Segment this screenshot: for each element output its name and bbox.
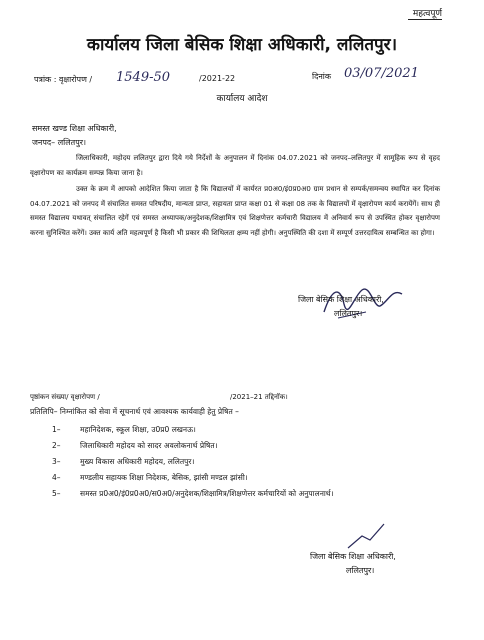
copy-list-item: 2– जिलाधिकारी महोदय को सादर अवलोकनार्थ प्रेषित। — [52, 441, 218, 450]
signature-2-block — [310, 550, 396, 578]
urgent-label: महत्वपूर्ण — [412, 9, 442, 19]
copy-list-item: 4– मण्डलीय सहायक शिक्षा निदेशक, बेसिक, झांसी मण्डल झांसी। — [52, 473, 248, 482]
date-handwritten: 03/07/2021 — [344, 66, 419, 81]
urgent-underline — [408, 19, 442, 20]
signature-1-designation: जिला बेसिक शिक्षा अधिकारी, — [298, 295, 384, 304]
addressee-line-2: जनपद– ललितपुर। — [32, 138, 87, 147]
copy-intro: प्रतिलिपि– निम्नांकित को सेवा में सूचनार्थ एवं आवश्यक कार्यवाही हेतु प्रेषित – — [30, 407, 239, 416]
date-label: दिनांक — [312, 72, 331, 81]
ref-number-handwritten: 1549-50 — [116, 70, 171, 85]
ref-label: पत्रांक : वृक्षारोपण / — [34, 75, 93, 84]
office-title: कार्यालय जिला बेसिक शिक्षा अधिकारी, ललितपुर। — [86, 35, 398, 55]
signature-scribble-2 — [344, 518, 394, 554]
copy-list-item: 3– मुख्य विकास अधिकारी महोदय, ललितपुर। — [52, 457, 195, 466]
copy-list-item: 1– महानिदेशक, स्कूल शिक्षा, उ0प्र0 लखनऊ। — [52, 425, 196, 434]
body-paragraph-1: जिलाधिकारी, महोदय ललितपुर द्वारा दिये गये निर्देशों के अनुपालन में दिनांक 04.07.2021 को जनपद–ललितपुर में सामूहिक रूप से वृहद वृक्षारोपण का कार्यक्रम सम्पन्न किया जाना है। — [30, 154, 440, 177]
endorsement-label: पृष्ठांकन संख्या/ वृक्षारोपण / — [30, 393, 100, 401]
signature-2-designation: जिला बेसिक शिक्षा अधिकारी, — [310, 552, 396, 561]
order-title: कार्यालय आदेश — [216, 94, 268, 104]
addressee-line-1: समस्त खण्ड शिक्षा अधिकारी, — [32, 124, 117, 133]
signature-1-place: ललितपुर। — [334, 309, 363, 318]
signature-1-block — [298, 293, 384, 321]
body-paragraph-2: उक्त के क्रम में आपको आदेशित किया जाता है कि विद्यालयों में कार्यरत प्र0अ0/इं0प्र0अ0 ग्राम प्रधान से सम्पर्क/समन्वय स्थापित कर दिनांक 04.07.2021 को जनपद में संचालित समस्त परिषदीय, मान्यता प्राप्त, सहायता प्राप्त कक्षा 01 से कक्षा 08 तक के विद्यालयों में वृक्षारोपण कार्य करायेंगें। साथ ही समस्त विद्यालय यथावत् संचालित रहेगें एवं समस्त अध्यापक/अनुदेशक/शिक्षामित्र एवं शिक्षणेत्तर कर्मचारी विद्यालय में अनिवार्य रूप से उपस्थित होकर वृक्षारोपण करना सुनिश्चित करेंगें। उक्त कार्य अति महत्वपूर्ण है किसी भी प्रकार की शिथिलता क्षम्य नहीं होगी। अनुपस्थिति की दशा में सम्पूर्ण उत्तरदायित्व सम्बन्धित का होगा। — [30, 185, 440, 237]
ref-year: /2021-22 — [199, 74, 236, 83]
signature-2-place: ललितपुर। — [346, 566, 375, 575]
copy-list-item: 5– समस्त प्र0अ0/इं0प्र0अ0/स0अ0/अनुदेशक/शिक्षामित्र/शिक्षणेत्तर कर्मचारियों को अनुपालनार्थ। — [52, 489, 334, 498]
endorsement-year: /2021–21 तद्दिनॉक। — [230, 393, 288, 401]
